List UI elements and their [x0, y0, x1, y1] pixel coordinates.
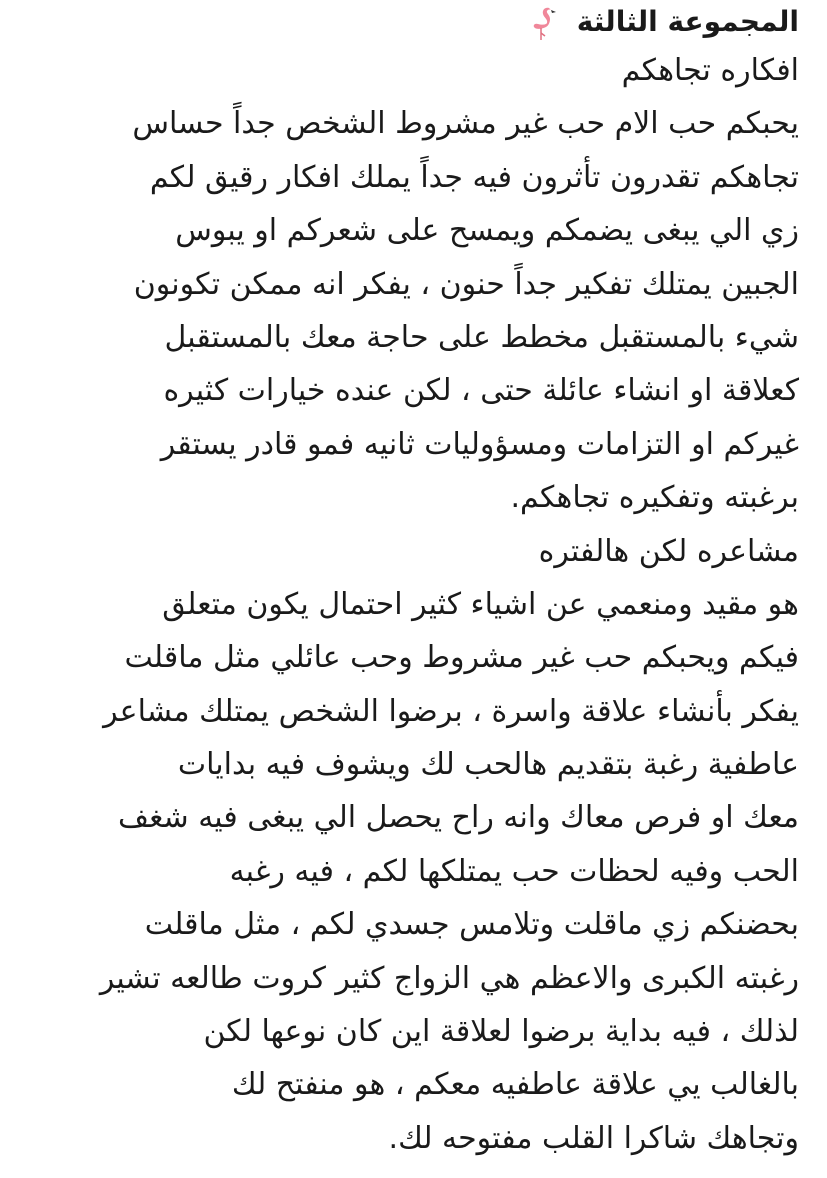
paragraph-line: بالغالب يي علاقة عاطفيه معكم ، هو منفتح لك [231, 1067, 799, 1103]
paragraph-line: زي الي يبغى يضمكم ويمسح على شعركم او يبوس [175, 213, 799, 249]
paragraph-line: يحبكم حب الام حب غير مشروط الشخص جداً حساس [132, 106, 799, 142]
page-title: المجموعة الثالثة [576, 5, 799, 38]
paragraph-line: عاطفية رغبة بتقديم هالحب لك ويشوف فيه بدايات [177, 747, 799, 783]
paragraph-line: بحضنكم زي ماقلت وتلامس جسدي لكم ، مثل ماقلت [144, 907, 799, 943]
paragraph-line: وتجاهك شاكرا القلب مفتوحه لك. [388, 1120, 799, 1156]
section-heading: مشاعره لكن هالفتره [538, 533, 799, 569]
flamingo-icon [529, 5, 559, 41]
paragraph-line: الجبين يمتلك تفكير جداً حنون ، يفكر انه ممكن تكونون [133, 266, 799, 302]
title-row [20, 0, 799, 44]
paragraph-line: كعلاقة او انشاء عائلة حتى ، لكن عنده خيارات كثيره [163, 373, 799, 409]
paragraph-line: معك او فرص معاك وانه راح يحصل الي يبغى فيه شغف [118, 800, 799, 836]
paragraph-line: لذلك ، فيه بداية برضوا لعلاقة اين كان نوعها لكن [203, 1014, 799, 1050]
section-heading: افكاره تجاهكم [621, 53, 799, 88]
paragraph-line: هو مقيد ومنعمي عن اشياء كثير احتمال يكون متعلق [162, 586, 799, 622]
section-2 [20, 525, 799, 1166]
paragraph-line: غيركم او التزامات ومسؤوليات ثانيه فمو قادر يستقر [160, 426, 799, 462]
paragraph-line: الحب وفيه لحظات حب يمتلكها لكم ، فيه رغبه [229, 853, 799, 889]
paragraph-line: رغبته الكبرى والاعظم هي الزواج كثير كروت طالعه تشير [99, 960, 799, 996]
paragraph-line: فيكم ويحبكم حب غير مشروط وحب عائلي مثل ماقلت [124, 640, 799, 676]
paragraph-line: برغبته وتفكيره تجاهكم. [510, 480, 799, 516]
paragraph-line: شيء بالمستقبل مخطط على حاجة معك بالمستقبل [164, 319, 799, 355]
paragraph-line: تجاهكم تقدرون تأثرون فيه جداً يملك افكار رقيق لكم [149, 159, 799, 195]
section-1 [20, 44, 799, 525]
paragraph-line: يفكر بأنشاء علاقة واسرة ، برضوا الشخص يمتلك مشاعر [103, 693, 799, 729]
